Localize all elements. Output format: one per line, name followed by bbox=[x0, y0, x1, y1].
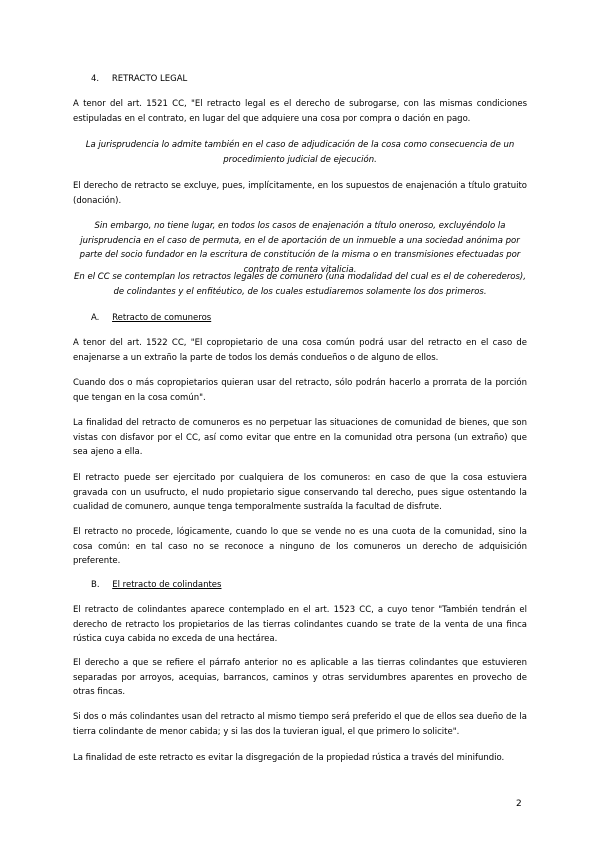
paragraph-sin-embargo: Sin embargo, no tiene lugar, en todos los casos de enajenación a título oneroso, excluyéndolo la jurisprudencia en el caso de permuta, en el de aportación de un inmueble a una sociedad anónima por parte del socio fundador en la escritura de constitución de la misma o en transmisiones efectuadas por contrato de renta vitalicia. bbox=[79, 221, 521, 275]
paragraph-tierras-separadas: El derecho a que se refiere el párrafo anterior no es aplicable a las tierras colindantes que estuvieren separadas por arroyos, acequias, barrancos, caminos y otras servidumbres aparentes en provecho de otras fincas. bbox=[73, 658, 527, 697]
section-heading bbox=[91, 72, 187, 86]
section-number: 4. bbox=[91, 74, 100, 84]
paragraph-art-1523: El retracto de colindantes aparece contemplado en el art. 1523 CC, a cuyo tenor "También tendrán el derecho de retracto los propietarios de las tierras colindantes cuando se trate de la venta de una finca rústica cuya cabida no exceda de una hectárea. bbox=[73, 605, 527, 644]
paragraph-finalidad-colindantes: La finalidad de este retracto es evitar la disgregación de la propiedad rústica a través del minifundio. bbox=[73, 753, 505, 763]
paragraph-ejercicio-comuneros: El retracto puede ser ejercitado por cualquiera de los comuneros: en caso de que la cosa estuviera gravada con un usufructo, el nudo propietario sigue conservando tal derecho, pues sigue ostentando la cualidad de comunero, aunque tenga temporalmente sustraída la facultad de disfrute. bbox=[73, 473, 527, 512]
subsection-a-heading bbox=[91, 311, 211, 325]
subsection-b-title: El retracto de colindantes bbox=[112, 580, 222, 590]
paragraph-prorrata: Cuando dos o más copropietarios quieran usar del retracto, sólo podrán hacerlo a prorrata de la porción que tengan en la cosa común". bbox=[73, 378, 527, 403]
paragraph-art-1521: A tenor del art. 1521 CC, "El retracto legal es el derecho de subrogarse, con las mismas condiciones estipuladas en el contrato, en lugar del que adquiere una cosa por compra o dación en pago. bbox=[73, 99, 527, 124]
section-title: RETRACTO LEGAL bbox=[111, 74, 188, 84]
paragraph-jurisprudencia: La jurisprudencia lo admite también en el caso de adjudicación de la cosa como consecuencia de un procedimiento judicial de ejecución. bbox=[85, 140, 515, 165]
subsection-b-letter: B. bbox=[91, 580, 100, 590]
paragraph-preferencia: Si dos o más colindantes usan del retracto al mismo tiempo será preferido el que de ellos sea dueño de la tierra colindante de menor cabida; y si las dos la tuvieran igual, el que primero lo solicite". bbox=[73, 712, 527, 737]
paragraph-exclusion: El derecho de retracto se excluye, pues, implícitamente, en los supuestos de enajenación a título gratuito (donación). bbox=[73, 181, 527, 206]
paragraph-art-1522: A tenor del art. 1522 CC, "El copropietario de una cosa común podrá usar del retracto en el caso de enajenarse a un extraño la parte de todos los demás condueños o de alguno de ellos. bbox=[73, 338, 527, 363]
subsection-a-letter: A. bbox=[91, 313, 100, 323]
subsection-a-title: Retracto de comuneros bbox=[112, 313, 212, 323]
page-number: 2 bbox=[516, 799, 522, 809]
paragraph-no-procede: El retracto no procede, lógicamente, cuando lo que se vende no es una cuota de la comunidad, sino la cosa común: en tal caso no se reconoce a ninguno de los comuneros un derecho de adquisición preferente. bbox=[73, 527, 527, 566]
subsection-b-heading bbox=[91, 578, 221, 592]
paragraph-retractos-cc: En el CC se contemplan los retractos legales de comunero (una modalidad del cual es el de coherederos), de colindantes y el enfitéutico, de los cuales estudiaremos solamente los dos primeros. bbox=[74, 272, 526, 297]
paragraph-finalidad-comuneros: La finalidad del retracto de comuneros es no perpetuar las situaciones de comunidad de bienes, que son vistas con disfavor por el CC, así como evitar que entre en la comunidad otra persona (un extraño) que sea ajeno a ella. bbox=[73, 418, 527, 457]
